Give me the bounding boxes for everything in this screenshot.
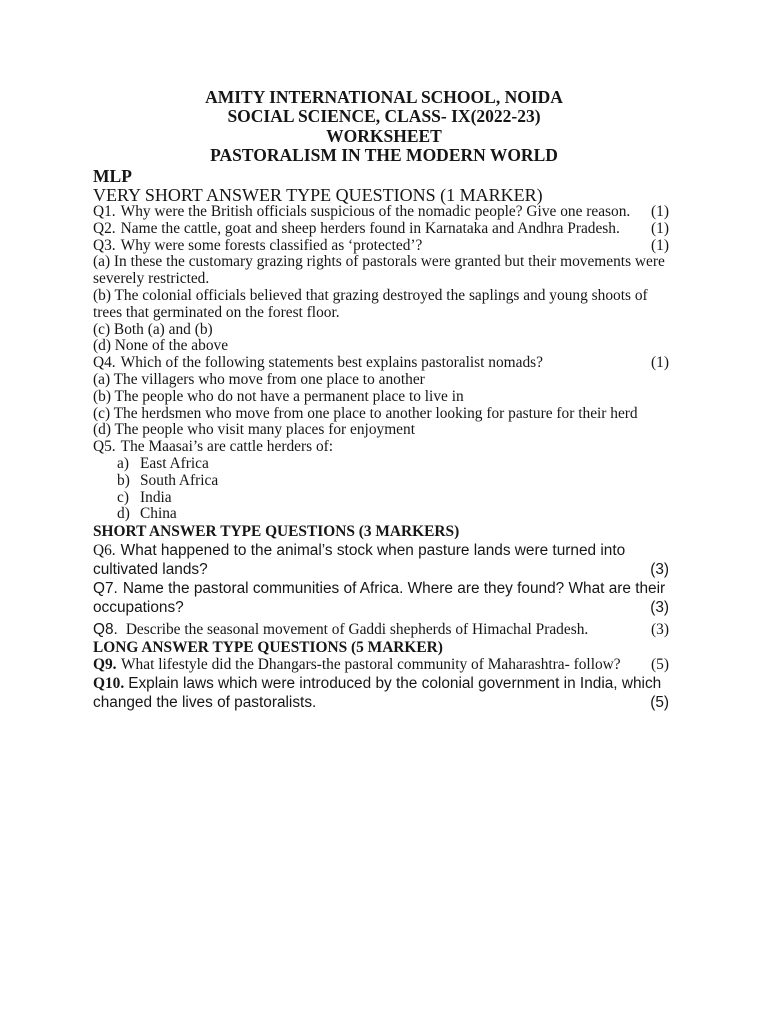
question-number: Q9.: [93, 655, 117, 673]
question-number: Q3.: [93, 236, 116, 254]
question-q8: [93, 620, 671, 640]
worksheet-body: [93, 166, 671, 712]
question-marks: (1): [651, 354, 669, 372]
question-text: Name the cattle, goat and sheep herders found in Karnataka and Andhra Pradesh.: [120, 219, 620, 237]
question-q1: [93, 204, 671, 221]
question-number: Q7.: [93, 580, 118, 598]
question-marks: (1): [651, 236, 669, 254]
question-q6: [93, 541, 671, 579]
worksheet-header: [0, 88, 768, 166]
list-option-c: [93, 490, 671, 507]
document-type: WORKSHEET: [326, 125, 442, 146]
question-q9: [93, 655, 671, 674]
list-option-a: [93, 456, 671, 473]
answer-option-a: (a) The villagers who move from one place to another: [93, 370, 425, 388]
list-option-b: [93, 473, 671, 490]
answer-option-c: (c) Both (a) and (b): [93, 320, 213, 338]
list-item-text: India: [140, 488, 172, 506]
question-q10: [93, 674, 671, 712]
question-marks: (5): [650, 693, 669, 711]
question-q7: [93, 579, 671, 617]
list-option-d: [93, 506, 671, 523]
section-heading-short: SHORT ANSWER TYPE QUESTIONS (3 MARKERS): [93, 523, 460, 541]
answer-option-b: (b) The people who do not have a permanent place to live in: [93, 387, 464, 405]
question-text: The Maasai’s are cattle herders of:: [120, 438, 334, 456]
question-text: What happened to the animal’s stock when pasture lands were turned into cultivated lands?: [93, 541, 626, 578]
question-q4: [93, 355, 671, 372]
question-q3: [93, 238, 671, 255]
question-text: Explain laws which were introduced by the colonial government in India, which changed the lives of pastoralists.: [93, 674, 662, 711]
section-heading-long: LONG ANSWER TYPE QUESTIONS (5 MARKER): [93, 638, 443, 656]
mlp-label: MLP: [93, 166, 132, 186]
question-number: Q4.: [93, 354, 116, 372]
list-item-text: East Africa: [140, 454, 209, 472]
list-marker: d): [117, 505, 130, 523]
question-q5: [93, 439, 671, 456]
school-name: AMITY INTERNATIONAL SCHOOL, NOIDA: [205, 87, 563, 107]
question-number: Q6.: [93, 541, 116, 559]
answer-option-b: (b) The colonial officials believed that grazing destroyed the saplings and young shoots of trees that germinated on the forest floor.: [93, 286, 648, 321]
question-text: Why were some forests classified as ‘protected’?: [120, 236, 423, 254]
question-text: Describe the seasonal movement of Gaddi shepherds of Himachal Pradesh.: [125, 620, 589, 638]
question-number: Q1.: [93, 203, 116, 220]
question-marks: (5): [651, 655, 669, 673]
question-marks: (1): [651, 219, 669, 237]
question-text: Which of the following statements best explains pastoralist nomads?: [120, 354, 543, 372]
list-marker: a): [117, 454, 129, 472]
list-item-text: South Africa: [140, 471, 219, 489]
question-number: Q8.: [93, 620, 118, 638]
topic-title: PASTORALISM IN THE MODERN WORLD: [210, 145, 558, 166]
question-marks: (3): [650, 560, 669, 578]
question-text: Name the pastoral communities of Africa. Where are they found? What are their occupations?: [93, 580, 666, 617]
answer-option-d: (d) None of the above: [93, 337, 229, 355]
question-marks: (3): [651, 620, 669, 638]
list-marker: b): [117, 471, 130, 489]
answer-option-c: (c) The herdsmen who move from one place to another looking for pasture for their herd: [93, 404, 638, 422]
section-heading-very-short: VERY SHORT ANSWER TYPE QUESTIONS (1 MARKER): [93, 185, 543, 205]
answer-option-d: (d) The people who visit many places for enjoyment: [93, 421, 415, 439]
question-text: What lifestyle did the Dhangars-the pastoral community of Maharashtra- follow?: [121, 655, 621, 673]
question-marks: (1): [651, 203, 669, 220]
question-marks: (3): [650, 599, 669, 617]
question-text: Why were the British officials suspicious of the nomadic people? Give one reason.: [120, 203, 631, 220]
question-number: Q2.: [93, 219, 116, 237]
question-number: Q5.: [93, 438, 116, 456]
question-q2: [93, 221, 671, 238]
subject-class: SOCIAL SCIENCE, CLASS- IX(2022-23): [227, 106, 541, 127]
list-marker: c): [117, 488, 129, 506]
question-number: Q10.: [93, 674, 125, 692]
answer-option-a: (a) In these the customary grazing rights of pastorals were granted but their movements were severely restricted.: [93, 253, 665, 288]
list-item-text: China: [140, 505, 177, 523]
